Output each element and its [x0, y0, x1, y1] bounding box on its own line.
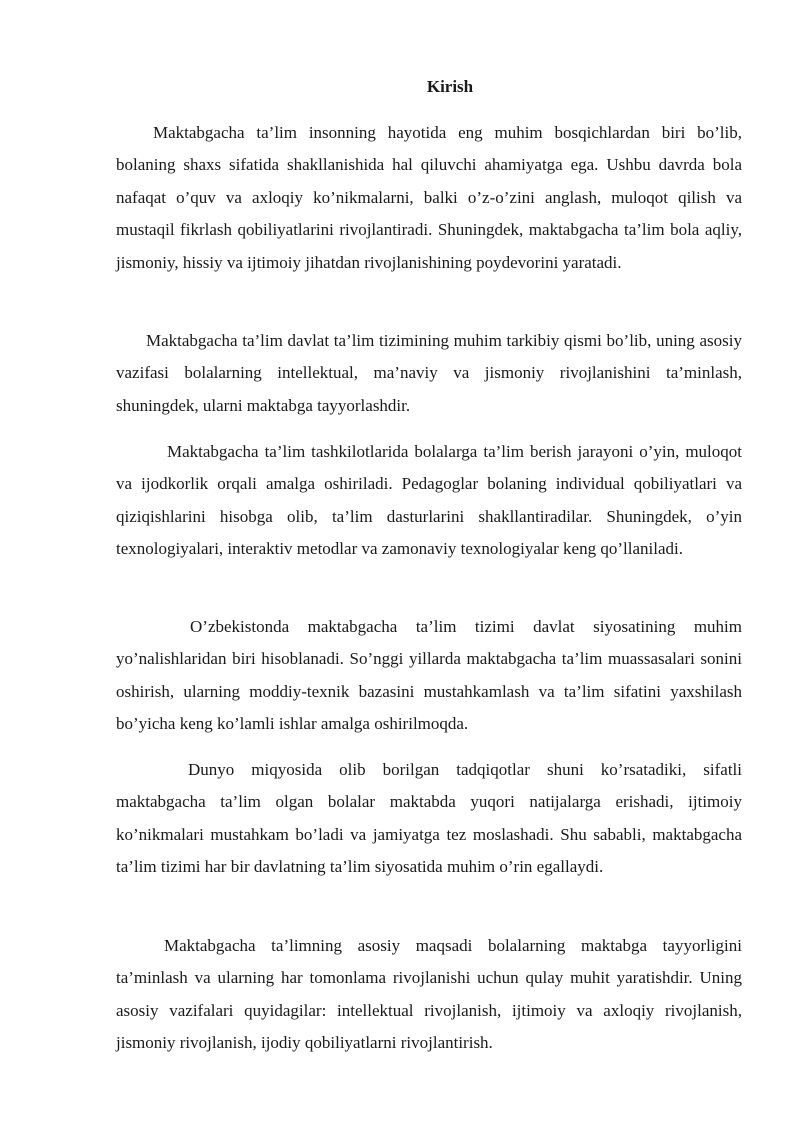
paragraph-state-system: Maktabgacha ta’lim davlat ta’lim tizimining muhim tarkibiy qismi bo’lib, uning asosiy vazifasi bolalarning intellektual, ma’naviy va jismoniy rivojlanishini ta’minlash, shuningdek, ularni maktabga tayyorlashdir. [116, 331, 742, 415]
paragraph-world-research: Dunyo miqyosida olib borilgan tadqiqotlar shuni ko’rsatadiki, sifatli maktabgacha ta’lim olgan bolalar maktabda yuqori natijalarga erishadi, ijtimoiy ko’nikmalari mustahkam bo’ladi va jamiyatga tez moslashadi. Shu sababli, maktabgacha ta’lim tizimi har bir davlatning ta’lim siyosatida muhim o’rin egallaydi. [116, 760, 742, 877]
paragraph-teaching-process: Maktabgacha ta’lim tashkilotlarida bolalarga ta’lim berish jarayoni o’yin, muloqot va ijodkorlik orqali amalga oshiriladi. Pedagoglar bolaning individual qobiliyatlari va qiziqishlarini hisobga olib, ta’lim dasturlarini shakllantiradilar. Shuningdek, o’yin texnologiyalari, interaktiv metodlar va zamonaviy texnologiyalar keng qo’llaniladi. [116, 442, 742, 559]
paragraph-uzbekistan-policy: O’zbekistonda maktabgacha ta’lim tizimi davlat siyosatining muhim yo’nalishlaridan biri hisoblanadi. So’nggi yillarda maktabgacha ta’lim muassasalari sonini oshirish, ularning moddiy-texnik bazasini mustahkamlash va ta’lim sifatini yaxshilash bo’yicha keng ko’lamli ishlar amalga oshirilmoqda. [116, 617, 742, 734]
paragraph-intro: Maktabgacha ta’lim insonning hayotida eng muhim bosqichlardan biri bo’lib, bolaning shaxs sifatida shakllanishida hal qiluvchi ahamiyatga ega. Ushbu davrda bola nafaqat o’quv va axloqiy ko’nikmalarni, balki o’z-o’zini anglash, muloqot qilish va mustaqil fikrlash qobiliyatlarini rivojlantiradi. Shuningdek, maktabgacha ta’lim bola aqliy, jismoniy, hissiy va ijtimoiy jihatdan rivojlanishining poydevorini yaratadi. [116, 123, 742, 272]
paragraph-main-goal: Maktabgacha ta’limning asosiy maqsadi bolalarning maktabga tayyorligini ta’minlash va ularning har tomonlama rivojlanishi uchun qulay muhit yaratishdir. Uning asosiy vazifalari quyidagilar: intellektual rivojlanish, ijtimoiy va axloqiy rivojlanish, jismoniy rivojlanish, ijodiy qobiliyatlarni rivojlantirish. [116, 936, 742, 1053]
page-title: Kirish [426, 77, 474, 96]
